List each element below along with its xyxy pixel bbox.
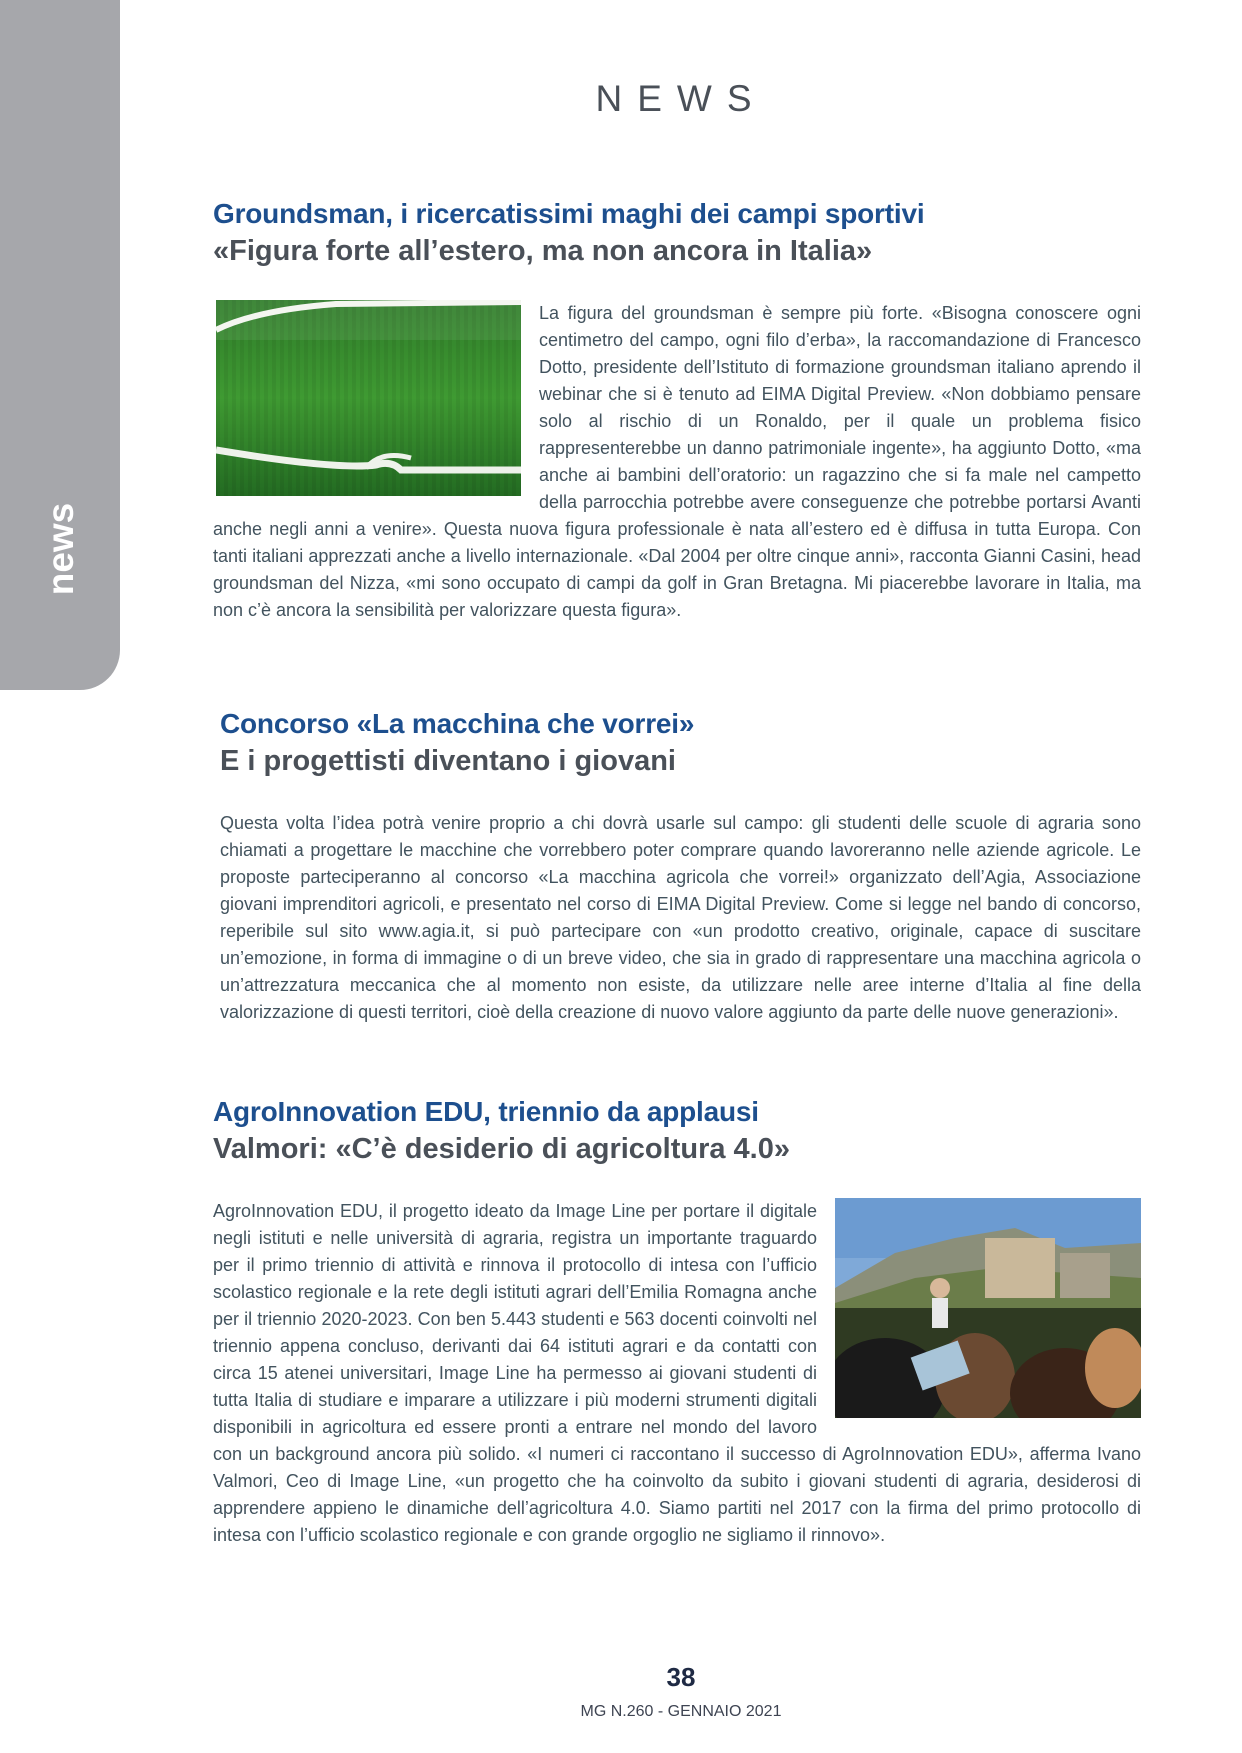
article-body: La figura del groundsman è sempre più forte. «Bisogna conoscere ogni centimetro del campo, ogni filo d’erba», la raccomandazione di Francesco Dotto, presidente dell’Istituto di formazione groundsman italiano aprendo il webinar che si è tenuto ad EIMA Digital Preview. «Non dobbiamo pensare solo al rischio di un Ronaldo, per il quale un problema fisico rappresenterebbe un danno patrimoniale ingente», ha aggiunto Dotto, «ma anche ai bambini dell’oratorio: un ragazzino che si fa male nel campetto della parrocchia potrebbe avere conseguenze che potrebbe portarsi Avanti anche negli anni a venire». Questa nuova figura professionale è nata all’estero ed è diffusa in tutta Europa. Con tanti italiani apprezzati anche a livello internazionale. «Dal 2004 per oltre cinque anni», racconta Gianni Casini, head groundsman del Nizza, «mi sono occupato di campi da golf in Gran Bretagna. Mi piacerebbe lavorare in Italia, ma non c’è ancora la sensibilità per valorizzare questa figura». <box>213 303 1141 620</box>
students-vineyard-image <box>835 1198 1141 1418</box>
article-agroinnovation <box>213 1094 1141 1549</box>
page-number: 38 <box>666 1662 696 1692</box>
article-title: AgroInnovation EDU, triennio da applausi <box>213 1096 759 1127</box>
article-body: Questa volta l’idea potrà venire proprio a chi dovrà usarle sul campo: gli studenti delle scuole di agraria sono chiamati a progettare le macchine che vorrebbero poter comprare quando lavoreranno nelle aziende agricole. Le proposte parteciperanno al concorso «La macchina agricola che vorrei!» organizzato dell’Agia, Associazione giovani imprenditori agricoli, e presentato nel corso di EIMA Digital Preview. Come si legge nel bando di concorso, reperibile sul sito www.agia.it, si può partecipare con «un prodotto creativo, originale, capace di suscitare un’emozione, in forma di immagine o di un breve video, che sia in grado di rappresentare una macchina agricola o un’attrezzatura meccanica che al momento non esiste, da utilizzare nelle aree interne d’Italia al fine della valorizzazione di questi territori, cioè della creazione di nuovo valore aggiunto da parte delle nuove generazioni». <box>220 813 1141 1022</box>
article-body: AgroInnovation EDU, il progetto ideato da Image Line per portare il digitale negli istituti e nelle università di agraria, registra un importante traguardo per il primo triennio di attività e rinnova il protocollo di intesa con l’ufficio scolastico regionale e la rete degli istituti agrari dell’Emilia Romagna anche per il triennio 2020-2023. Con ben 5.443 studenti e 563 docenti coinvolti nel triennio appena concluso, derivanti dai 64 istituti agrari e da contatti con circa 15 atenei universitari, Image Line ha permesso ai giovani studenti di tutta Italia di studiare e imparare a utilizzare i più moderni strumenti digitali disponibili in agricoltura ed essere pronti a entrare nel mondo del lavoro con un background ancora più solido. «I numeri ci raccontano il successo di AgroInnovation EDU», afferma Ivano Valmori, Ceo di Image Line, «un progetto che ha coinvolto da subito i giovani studenti di agraria, desiderosi di apprendere appieno le dinamiche dell’agricoltura 4.0. Siamo partiti nel 2017 con la firma del primo protocollo di intesa con l’ufficio scolastico regionale e con grande orgoglio ne sigliamo il rinnovo». <box>213 1201 1141 1545</box>
article-concorso <box>220 706 1141 1026</box>
page-header-title: NEWS <box>595 78 767 119</box>
football-field-image <box>216 300 521 496</box>
article-subtitle: «Figura forte all’estero, ma non ancora in Italia» <box>213 235 873 267</box>
article-subtitle: Valmori: «C’è desiderio di agricoltura 4.0» <box>213 1133 790 1165</box>
side-tab-label: news <box>40 502 81 596</box>
article-subtitle: E i progettisti diventano i giovani <box>220 745 676 777</box>
article-groundsman <box>213 196 1141 624</box>
issue-footer: MG N.260 - GENNAIO 2021 <box>580 1703 782 1720</box>
article-title: Concorso «La macchina che vorrei» <box>220 708 695 739</box>
article-title: Groundsman, i ricercatissimi maghi dei campi sportivi <box>213 198 925 229</box>
